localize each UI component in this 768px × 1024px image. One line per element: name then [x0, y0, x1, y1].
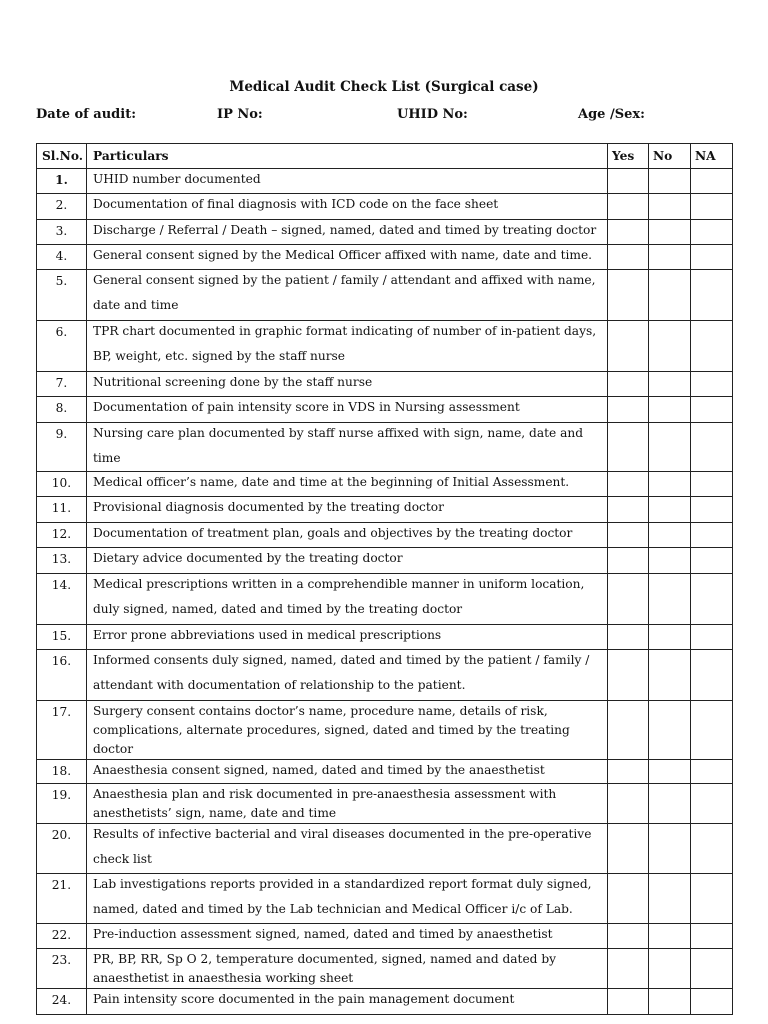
checkbox-cell-na[interactable]: [691, 169, 733, 194]
table-row: [37, 650, 733, 701]
row-particulars: [87, 784, 608, 824]
checkbox-cell-na[interactable]: [691, 497, 733, 523]
row-particulars-text: Surgery consent contains doctor’s name, procedure name, details of risk, complications, alternate procedures, signed, dated and timed by the treating doctor: [93, 704, 570, 756]
row-number: 4.: [37, 245, 87, 270]
checkbox-cell-na[interactable]: [691, 760, 733, 784]
header-sl-no: Sl.No.: [37, 144, 87, 169]
checkbox-cell-yes[interactable]: [608, 523, 649, 548]
row-number: 21.: [37, 874, 87, 924]
checkbox-cell-no[interactable]: [649, 650, 691, 701]
row-particulars-text: Provisional diagnosis documented by the treating doctor: [93, 500, 444, 514]
table-row: [37, 397, 733, 423]
checkbox-cell-no[interactable]: [649, 874, 691, 924]
checkbox-cell-no[interactable]: [649, 574, 691, 625]
checkbox-cell-no[interactable]: [649, 397, 691, 423]
table-row: [37, 220, 733, 245]
row-particulars-text: Discharge / Referral / Death – signed, named, dated and timed by treating doctor: [93, 223, 597, 237]
ip-no-label: IP No:: [217, 107, 263, 122]
checkbox-cell-na[interactable]: [691, 574, 733, 625]
table-row: [37, 548, 733, 574]
row-particulars: [87, 824, 608, 874]
row-number: 19.: [37, 784, 87, 824]
row-number: 9.: [37, 423, 87, 472]
checkbox-cell-na[interactable]: [691, 423, 733, 472]
row-particulars-text: General consent signed by the Medical Officer affixed with name, date and time.: [93, 248, 593, 262]
table-row: [37, 372, 733, 397]
row-particulars-text: Medical prescriptions written in a comprehendible manner in uniform location, duly signed, named, dated and timed by the treating doctor: [93, 577, 585, 616]
checkbox-cell-yes[interactable]: [608, 321, 649, 372]
checkbox-cell-yes[interactable]: [608, 784, 649, 824]
audit-checklist-table: [36, 143, 733, 1015]
checkbox-cell-na[interactable]: [691, 650, 733, 701]
row-number: 10.: [37, 472, 87, 497]
table-row: [37, 270, 733, 321]
row-particulars-text: General consent signed by the patient / family / attendant and affixed with name, date and time: [93, 273, 596, 312]
row-number: 13.: [37, 548, 87, 574]
checkbox-cell-no[interactable]: [649, 625, 691, 650]
row-number: 15.: [37, 625, 87, 650]
checkbox-cell-no[interactable]: [649, 245, 691, 270]
checkbox-cell-na[interactable]: [691, 372, 733, 397]
checkbox-cell-no[interactable]: [649, 989, 691, 1015]
checkbox-cell-no[interactable]: [649, 169, 691, 194]
checkbox-cell-yes[interactable]: [608, 423, 649, 472]
checkbox-cell-no[interactable]: [649, 372, 691, 397]
checkbox-cell-yes[interactable]: [608, 245, 649, 270]
checkbox-cell-yes[interactable]: [608, 989, 649, 1015]
row-particulars-text: Dietary advice documented by the treating doctor: [93, 551, 403, 565]
row-number: 16.: [37, 650, 87, 701]
checkbox-cell-no[interactable]: [649, 321, 691, 372]
row-particulars: [87, 989, 608, 1015]
table-row: [37, 523, 733, 548]
checkbox-cell-yes[interactable]: [608, 874, 649, 924]
table-row: [37, 574, 733, 625]
checkbox-cell-no[interactable]: [649, 497, 691, 523]
row-particulars: [87, 397, 608, 423]
row-particulars: [87, 949, 608, 989]
checkbox-cell-na[interactable]: [691, 949, 733, 989]
checkbox-cell-yes[interactable]: [608, 949, 649, 989]
row-particulars-text: Results of infective bacterial and viral diseases documented in the pre-operative check list: [93, 827, 592, 866]
row-particulars-text: Informed consents duly signed, named, dated and timed by the patient / family / attendant with documentation of relationship to the patient.: [93, 653, 590, 692]
row-particulars: [87, 270, 608, 321]
checkbox-cell-na[interactable]: [691, 625, 733, 650]
checkbox-cell-no[interactable]: [649, 270, 691, 321]
checkbox-cell-yes[interactable]: [608, 924, 649, 949]
row-particulars: [87, 245, 608, 270]
checkbox-cell-na[interactable]: [691, 989, 733, 1015]
table-row: [37, 949, 733, 989]
row-particulars: [87, 423, 608, 472]
checkbox-cell-na[interactable]: [691, 245, 733, 270]
row-number: 23.: [37, 949, 87, 989]
checkbox-cell-na[interactable]: [691, 321, 733, 372]
row-number: 18.: [37, 760, 87, 784]
row-particulars: [87, 194, 608, 220]
header-no: No: [649, 144, 691, 169]
row-particulars: [87, 924, 608, 949]
row-particulars: [87, 701, 608, 760]
checkbox-cell-na[interactable]: [691, 784, 733, 824]
date-of-audit-label: Date of audit:: [36, 107, 136, 122]
row-particulars-text: Medical officer’s name, date and time at the beginning of Initial Assessment.: [93, 475, 570, 489]
table-header-row: [37, 144, 733, 169]
checkbox-cell-no[interactable]: [649, 924, 691, 949]
table-row: [37, 423, 733, 472]
row-number: 2.: [37, 194, 87, 220]
header-particulars: Particulars: [87, 144, 608, 169]
table-row: [37, 824, 733, 874]
checkbox-cell-no[interactable]: [649, 824, 691, 874]
row-particulars-text: Nursing care plan documented by staff nurse affixed with sign, name, date and time: [93, 426, 583, 465]
checkbox-cell-no[interactable]: [649, 701, 691, 760]
row-number: 8.: [37, 397, 87, 423]
row-particulars: [87, 372, 608, 397]
checkbox-cell-yes[interactable]: [608, 824, 649, 874]
row-number: 24.: [37, 989, 87, 1015]
checkbox-cell-na[interactable]: [691, 523, 733, 548]
checkbox-cell-no[interactable]: [649, 784, 691, 824]
checkbox-cell-yes[interactable]: [608, 472, 649, 497]
header-na: NA: [691, 144, 733, 169]
table-row: [37, 989, 733, 1015]
row-particulars: [87, 874, 608, 924]
checkbox-cell-na[interactable]: [691, 824, 733, 874]
table-row: [37, 169, 733, 194]
checkbox-cell-no[interactable]: [649, 523, 691, 548]
row-number: 1.: [37, 169, 87, 194]
checkbox-cell-yes[interactable]: [608, 397, 649, 423]
row-number: 6.: [37, 321, 87, 372]
table-row: [37, 497, 733, 523]
checkbox-cell-no[interactable]: [649, 220, 691, 245]
checkbox-cell-yes[interactable]: [608, 625, 649, 650]
header-yes: Yes: [608, 144, 649, 169]
checkbox-cell-no[interactable]: [649, 472, 691, 497]
checkbox-cell-yes[interactable]: [608, 220, 649, 245]
audit-meta-fields: [36, 107, 736, 125]
checkbox-cell-yes[interactable]: [608, 169, 649, 194]
row-number: 20.: [37, 824, 87, 874]
row-number: 22.: [37, 924, 87, 949]
checkbox-cell-na[interactable]: [691, 548, 733, 574]
row-particulars-text: Documentation of treatment plan, goals and objectives by the treating doctor: [93, 526, 573, 540]
checkbox-cell-na[interactable]: [691, 924, 733, 949]
row-particulars: [87, 497, 608, 523]
row-particulars-text: Documentation of pain intensity score in VDS in Nursing assessment: [93, 400, 520, 414]
checkbox-cell-na[interactable]: [691, 194, 733, 220]
checkbox-cell-na[interactable]: [691, 220, 733, 245]
checkbox-cell-na[interactable]: [691, 701, 733, 760]
row-particulars-text: Pain intensity score documented in the pain management document: [93, 992, 515, 1006]
row-particulars: [87, 760, 608, 784]
row-number: 7.: [37, 372, 87, 397]
checkbox-cell-yes[interactable]: [608, 760, 649, 784]
row-particulars: [87, 472, 608, 497]
row-particulars-text: Anaesthesia consent signed, named, dated and timed by the anaesthetist: [93, 763, 545, 777]
row-number: 3.: [37, 220, 87, 245]
table-row: [37, 245, 733, 270]
row-particulars: [87, 548, 608, 574]
table-row: [37, 194, 733, 220]
row-number: 5.: [37, 270, 87, 321]
table-row: [37, 874, 733, 924]
table-row: [37, 625, 733, 650]
row-particulars-text: Documentation of final diagnosis with ICD code on the face sheet: [93, 197, 499, 211]
row-particulars-text: Error prone abbreviations used in medical prescriptions: [93, 628, 442, 642]
row-particulars-text: Pre-induction assessment signed, named, dated and timed by anaesthetist: [93, 927, 553, 941]
table-row: [37, 472, 733, 497]
table-row: [37, 784, 733, 824]
table-row: [37, 701, 733, 760]
table-row: [37, 924, 733, 949]
row-particulars: [87, 523, 608, 548]
checkbox-cell-no[interactable]: [649, 949, 691, 989]
row-particulars: [87, 169, 608, 194]
row-particulars-text: Lab investigations reports provided in a standardized report format duly signed, named, dated and timed by the Lab technician and Medical Officer i/c of Lab.: [93, 877, 592, 916]
row-particulars: [87, 650, 608, 701]
table-row: [37, 760, 733, 784]
row-particulars-text: Nutritional screening done by the staff nurse: [93, 375, 373, 389]
checkbox-cell-yes[interactable]: [608, 497, 649, 523]
page-title: Medical Audit Check List (Surgical case): [229, 79, 539, 95]
row-particulars-text: Anaesthesia plan and risk documented in pre-anaesthesia assessment with anesthetists’ sign, name, date and time: [93, 787, 557, 820]
checkbox-cell-na[interactable]: [691, 397, 733, 423]
checkbox-cell-na[interactable]: [691, 874, 733, 924]
row-particulars: [87, 220, 608, 245]
uhid-no-label: UHID No:: [397, 107, 468, 122]
checkbox-cell-yes[interactable]: [608, 372, 649, 397]
row-particulars-text: UHID number documented: [93, 172, 261, 186]
row-number: 11.: [37, 497, 87, 523]
row-particulars: [87, 574, 608, 625]
row-particulars-text: PR, BP, RR, Sp O 2, temperature documented, signed, named and dated by anaesthetist in anaesthesia working sheet: [93, 952, 557, 985]
table-row: [37, 321, 733, 372]
row-number: 12.: [37, 523, 87, 548]
checkbox-cell-na[interactable]: [691, 472, 733, 497]
checkbox-cell-yes[interactable]: [608, 270, 649, 321]
checkbox-cell-no[interactable]: [649, 760, 691, 784]
row-particulars: [87, 625, 608, 650]
row-number: 14.: [37, 574, 87, 625]
checkbox-cell-no[interactable]: [649, 548, 691, 574]
checkbox-cell-yes[interactable]: [608, 574, 649, 625]
checkbox-cell-yes[interactable]: [608, 701, 649, 760]
age-sex-label: Age /Sex:: [578, 107, 645, 122]
checkbox-cell-yes[interactable]: [608, 650, 649, 701]
checkbox-cell-yes[interactable]: [608, 194, 649, 220]
checkbox-cell-na[interactable]: [691, 270, 733, 321]
row-particulars: [87, 321, 608, 372]
checkbox-cell-no[interactable]: [649, 194, 691, 220]
row-number: 17.: [37, 701, 87, 760]
checkbox-cell-no[interactable]: [649, 423, 691, 472]
row-particulars-text: TPR chart documented in graphic format indicating of number of in-patient days, BP, weight, etc. signed by the staff nurse: [93, 324, 597, 363]
checkbox-cell-yes[interactable]: [608, 548, 649, 574]
